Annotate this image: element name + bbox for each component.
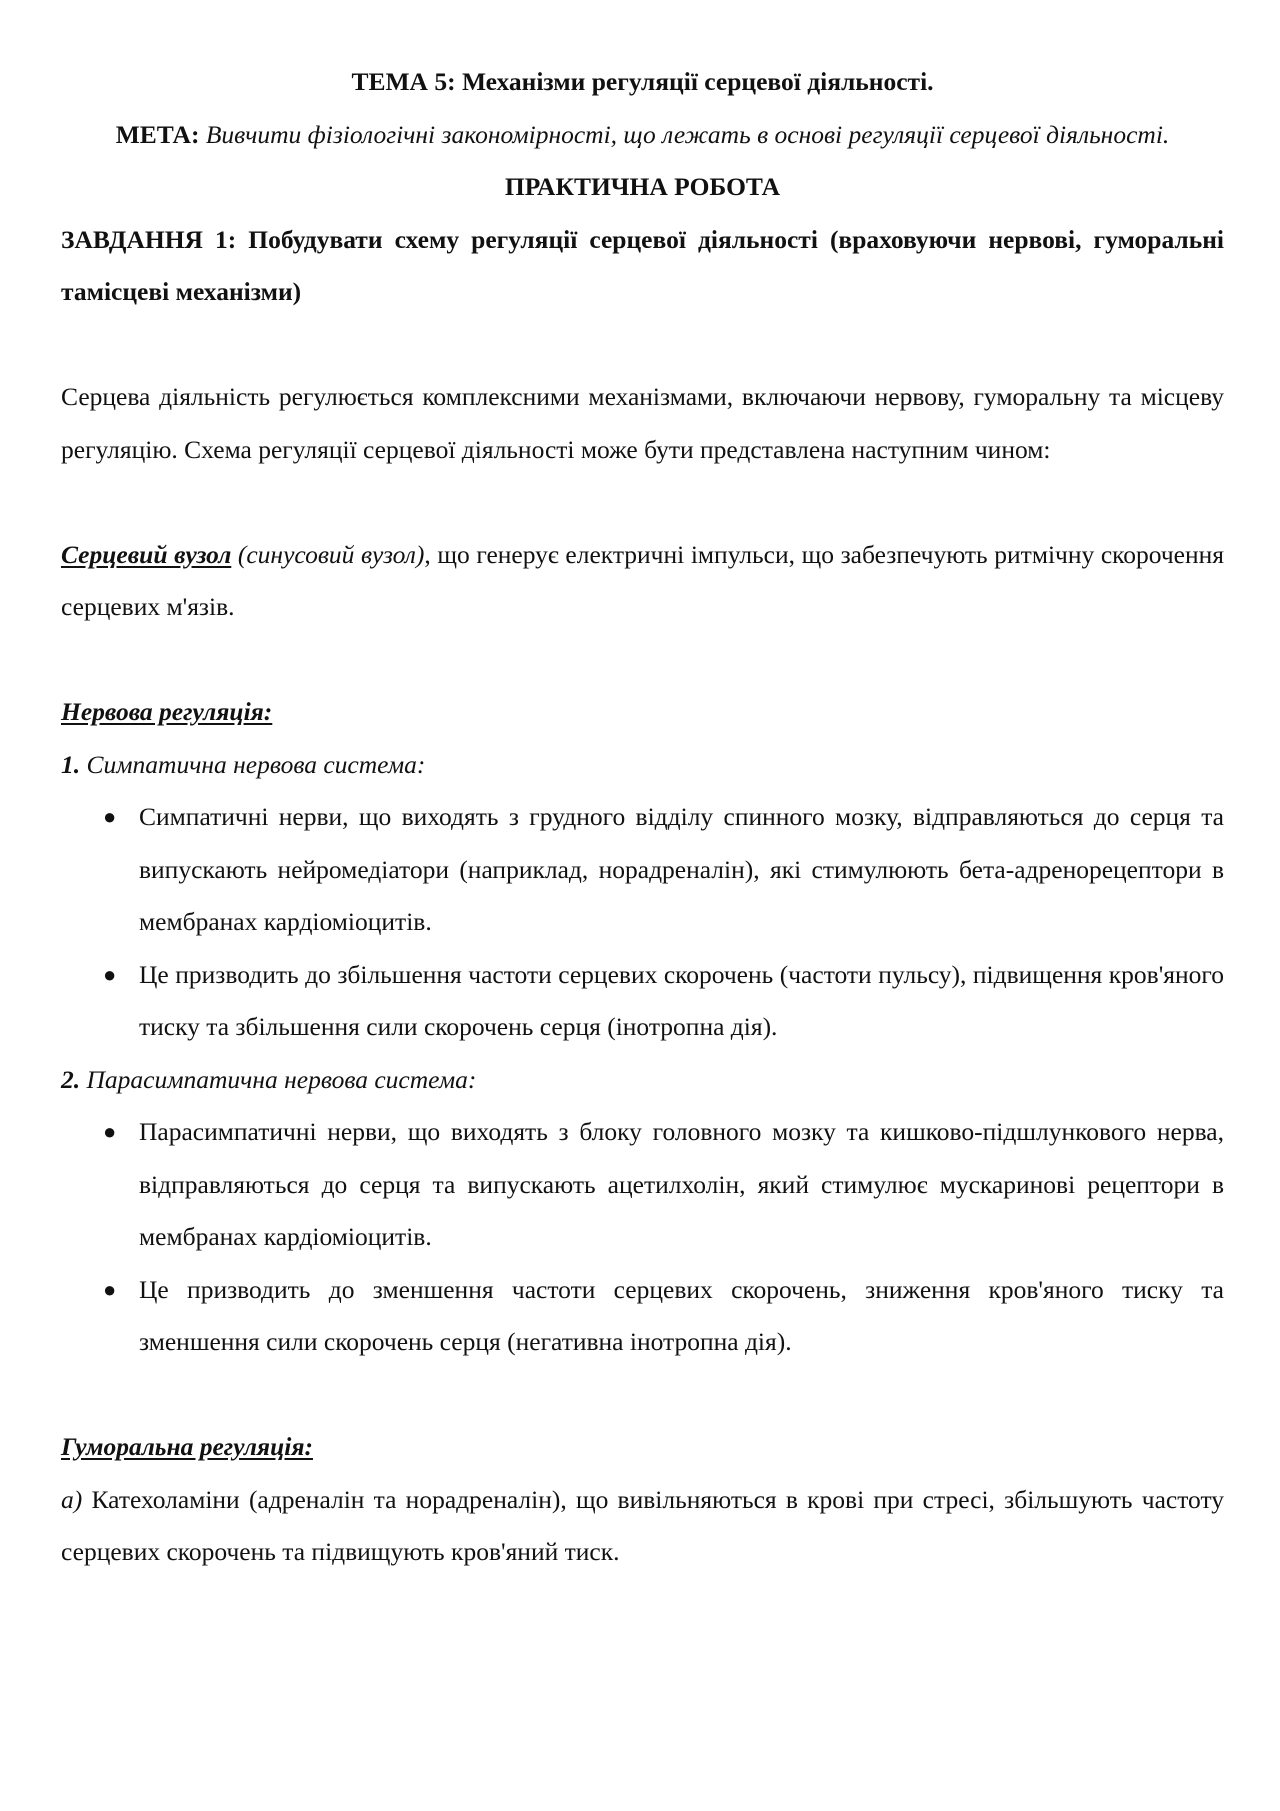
goal-label: МЕТА:: [115, 119, 200, 149]
parasympathetic-number: 2.: [61, 1064, 81, 1094]
sympathetic-list: [61, 791, 1224, 1054]
node-rest: , що генерує електричні імпульси, що забезпечують ритмічну скорочення серцевих м'язів.: [61, 539, 1225, 621]
bullet-icon: ●: [103, 961, 117, 987]
humoral-item-a: [61, 1474, 1224, 1579]
node-paren: (синусовий вузол): [237, 539, 425, 569]
parasympathetic-title-line: [61, 1054, 1224, 1107]
goal-text: Вивчити фізіологічні закономірності, що лежать в основі регуляції серцевої діяльності.: [205, 119, 1170, 149]
intro-paragraph: Серцева діяльність регулюється комплексними механізмами, включаючи нервову, гуморальну та місцеву регуляцію. Схема регуляції серцевої діяльності може бути представлена наступним чином:: [61, 382, 1224, 464]
list-item-text: Це призводить до збільшення частоти серцевих скорочень (частоти пульсу), підвищення кров'яного тиску та збільшення сили скорочень серця (інотропна дія).: [139, 959, 1224, 1041]
list-item: [61, 791, 1224, 949]
sympathetic-title: Симпатична нервова система:: [86, 749, 426, 779]
sympathetic-number: 1.: [61, 749, 81, 779]
list-item-text: Це призводить до зменшення частоти серцевих скорочень, зниження кров'яного тиску та зменшення сили скорочень серця (негативна інотропна дія).: [139, 1274, 1224, 1356]
spacer: [61, 319, 1224, 372]
bullet-icon: ●: [103, 804, 117, 829]
spacer: [61, 476, 1224, 529]
topic-line: [61, 56, 1224, 109]
list-item: [61, 949, 1224, 1054]
bullet-icon: ●: [103, 1276, 117, 1302]
node-paragraph: [61, 529, 1224, 634]
goal-paragraph: [61, 109, 1224, 162]
node-term: Серцевий вузол: [61, 539, 232, 569]
parasympathetic-title: Парасимпатична нервова система:: [86, 1064, 477, 1094]
topic-title: Механізми регуляції серцевої діяльності.: [461, 67, 934, 96]
humoral-heading: Гуморальна регуляція:: [61, 1432, 313, 1461]
bullet-icon: ●: [103, 1119, 117, 1144]
task-paragraph: ЗАВДАННЯ 1: Побудувати схему регуляції серцевої діяльності (враховуючи нервові, гуморальні тамісцеві механізми): [61, 224, 1224, 306]
spacer: [61, 634, 1224, 687]
list-item-text: Симпатичні нерви, що виходять з грудного відділу спинного мозку, відправляються до серця та випускають нейромедіатори (наприклад, норадреналін), які стимулюють бета-адренорецептори в мембранах кардіоміоцитів.: [139, 802, 1224, 936]
list-item: [61, 1106, 1224, 1264]
spacer: [61, 1369, 1224, 1422]
list-item-text: Парасимпатичні нерви, що виходять з блоку головного мозку та кишково-підшлункового нерва, відправляються до серця та випускають ацетилхолін, який стимулює мускаринові рецептори в мембранах кардіоміоцитів.: [139, 1117, 1224, 1251]
document-page: [61, 56, 1224, 1579]
parasympathetic-list: [61, 1106, 1224, 1369]
humoral-item-a-text: Катехоламіни (адреналін та норадреналін), що вивільняються в крові при стресі, збільшують частоту серцевих скорочень та підвищують кров'яний тиск.: [61, 1484, 1224, 1566]
sympathetic-title-line: [61, 739, 1224, 792]
list-item: [61, 1264, 1224, 1369]
topic-label: ТЕМА 5:: [351, 67, 456, 96]
section-title: ПРАКТИЧНА РОБОТА: [504, 172, 781, 201]
humoral-item-a-label: а): [61, 1484, 83, 1514]
nervous-heading: Нервова регуляція:: [61, 697, 273, 726]
